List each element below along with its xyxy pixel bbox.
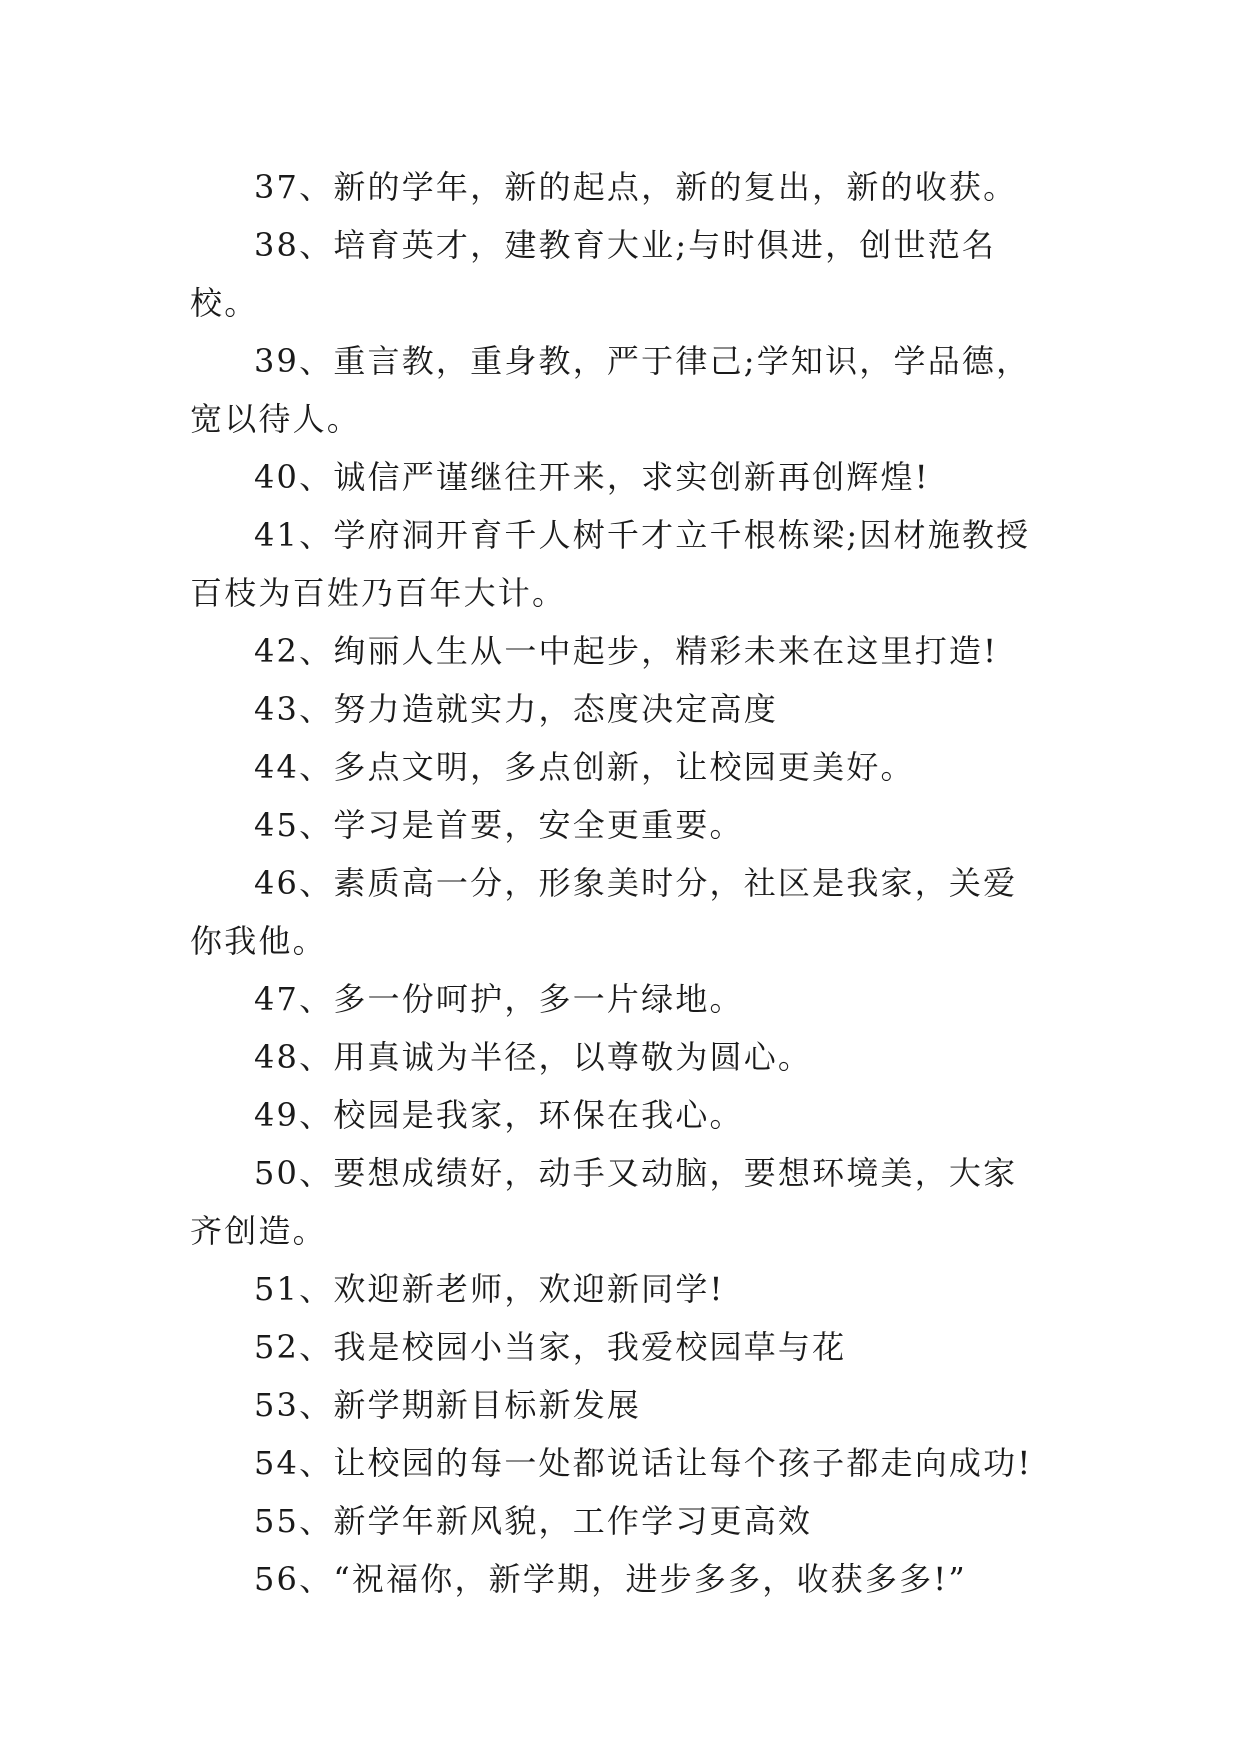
slogan-46: 46、素质高一分，形象美时分，社区是我家，关爱你我他。 [190, 864, 1018, 960]
document-page [190, 158, 1050, 1608]
slogan-47: 47、多一份呵护，多一片绿地。 [254, 980, 744, 1018]
slogan-37: 37、新的学年，新的起点，新的复出，新的收获。 [254, 168, 1018, 206]
slogan-44: 44、多点文明，多点创新，让校园更美好。 [254, 748, 915, 786]
slogan-54: 54、让校园的每一处都说话让每个孩子都走向成功! [254, 1444, 1033, 1482]
slogan-43: 43、努力造就实力，态度决定高度 [254, 690, 778, 728]
slogan-40: 40、诚信严谨继往开来，求实创新再创辉煌! [254, 458, 930, 496]
slogan-38: 38、培育英才，建教育大业;与时俱进，创世范名校。 [190, 226, 997, 322]
slogan-52: 52、我是校园小当家，我爱校园草与花 [254, 1328, 847, 1366]
slogan-55: 55、新学年新风貌，工作学习更高效 [254, 1502, 813, 1540]
slogan-51: 51、欢迎新老师，欢迎新同学! [254, 1270, 725, 1308]
slogan-45: 45、学习是首要，安全更重要。 [254, 806, 744, 844]
slogan-56: 56、“祝福你，新学期，进步多多，收获多多!” [254, 1560, 967, 1598]
slogan-50: 50、要想成绩好，动手又动脑，要想环境美，大家齐创造。 [190, 1154, 1018, 1250]
slogan-41: 41、学府洞开育千人树千才立千根栋梁;因材施教授百枝为百姓乃百年大计。 [190, 516, 1031, 612]
slogan-53: 53、新学期新目标新发展 [254, 1386, 642, 1424]
slogan-48: 48、用真诚为半径，以尊敬为圆心。 [254, 1038, 813, 1076]
slogan-39: 39、重言教，重身教，严于律己;学知识，学品德，宽以待人。 [190, 342, 1031, 438]
slogan-42: 42、绚丽人生从一中起步，精彩未来在这里打造! [254, 632, 999, 670]
slogan-49: 49、校园是我家，环保在我心。 [254, 1096, 744, 1134]
